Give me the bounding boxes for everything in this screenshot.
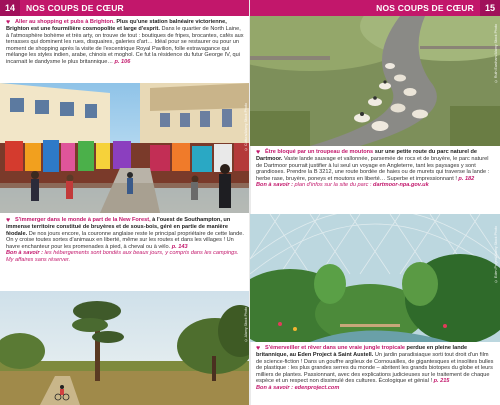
eden-body: Un jardin paradisiaque sorti tout droit d'un film de science-fiction ! Dans un gouffre argileux de Cornouailles, de gigantesques et insolites bulles de plastique : les plus grandes serres du monde – abritent les grands biotopes du globe et leurs milliers de plantes. Passionnant, avec des explications judicieuses sur le traitement de chaque espèce et un respect non dissimulé des cultures. Écologique et génial ! <box>256 352 494 385</box>
brighton-text-block <box>6 19 244 66</box>
eden-tip-link[interactable]: edenproject.com <box>294 384 340 391</box>
dartmoor-tip-link[interactable]: dartmoor-npa.gov.uk <box>373 182 429 189</box>
brighton-heading-cont: Plus qu'une station balnéaire victorienne, Brighton est une fourmilière cosmopolite et large d'esprit. <box>6 19 227 32</box>
new-forest-tip: les hébergements sont bondés aux beaux jours, y compris dans les campings. My affaires sans réserver. <box>6 250 239 263</box>
dartmoor-page-ref: p. 182 <box>458 175 475 182</box>
new-forest-illustration <box>0 291 250 405</box>
dartmoor-photo-credit: © Ruth Eastham/Alamy Stock Photo <box>494 24 498 84</box>
new-forest-page-ref: p. 143 <box>171 243 188 250</box>
brighton-heading: Aller au shopping et pubs à Brighton. <box>15 19 115 25</box>
left-page-header <box>0 0 250 16</box>
heart-icon: ♥ <box>6 217 11 224</box>
dartmoor-text-block <box>256 149 494 189</box>
eden-page-ref: p. 215 <box>433 378 450 385</box>
new-forest-body: De nos jours encore, la couronne anglaise reste le principal propriétaire de cette lande. On y croise toutes sortes d'animaux en liberté, même sur les routes et dans les villages ! Un havre enchanteur pour les promenades à pied, à cheval ou à vélo. <box>6 230 244 250</box>
new-forest-heading: S'immerger dans le monde à part de la New Forest, <box>15 217 151 223</box>
dartmoor-tip-label: Bon à savoir : <box>256 182 293 189</box>
brighton-street-illustration <box>0 83 250 213</box>
dartmoor-heading-cont: sur une petite route du parc naturel de Dartmoor. <box>256 149 477 162</box>
eden-project-illustration <box>250 214 500 342</box>
dartmoor-illustration <box>250 16 500 146</box>
eden-project-photo <box>250 214 500 342</box>
new-forest-text-block <box>6 217 244 264</box>
dartmoor-sheep-photo <box>250 16 500 146</box>
right-page-number: 15 <box>480 0 500 16</box>
right-page <box>250 0 500 405</box>
left-page-header-title: NOS COUPS DE CŒUR <box>26 3 124 13</box>
new-forest-tip-label: Bon à savoir : <box>6 250 43 257</box>
left-page-number: 14 <box>0 0 20 16</box>
brighton-page-ref: p. 106 <box>114 58 131 65</box>
brighton-body: Dans le quartier de North Laine, à l'atmosphère bohème et très arty, on trouve de tout : boutiques de fripes, brocantes, cafés aux terrasses qui dominent les rues, disquaires, galeries d'art… Idéal pour se restaurer ou pour un moment de shopping après la visite de l'excentrique Royal Pavilion, folle extravagance qui mélange les styles indien, arabe, chinois et moghol. Ce fut la résidence du futur George IV, qui incarnait le dandysme le plus britannique… <box>6 26 244 65</box>
brighton-photo-credit: © Cultura/Alamy Stock Photo <box>244 103 248 151</box>
dartmoor-body: Vaste lande sauvage et vallonnée, parsemée de rocs et de bruyère, le parc naturel de Dartmoor pourrait justifier à lui seul un voyage en Angleterre, tant les paysages y sont grandioses. Prendre la B 3212, une route bordée de haies ou de murets qui traverse la lande : herbe rase, bruyère, poneys et moutons en liberté… Superbe et impressionnant ! <box>256 156 490 182</box>
new-forest-photo <box>0 291 250 405</box>
eden-photo-credit: © Eden Project/Alamy Stock Photo <box>494 226 498 283</box>
heart-icon: ♥ <box>256 149 261 156</box>
new-forest-heading-cont: à l'ouest de Southampton, un immense territoire constitué de bruyères et de sous-bois, géré en partie de manière féodale. <box>6 217 231 237</box>
eden-tip-label: Bon à savoir : <box>256 384 293 391</box>
heart-icon: ♥ <box>6 19 11 26</box>
right-page-header-title: NOS COUPS DE CŒUR <box>376 3 474 13</box>
eden-heading: S'émerveiller et rêver dans une vraie jungle tropicale <box>265 345 405 351</box>
dartmoor-heading: Être bloqué par un troupeau de moutons <box>265 149 374 155</box>
right-page-header <box>250 0 500 16</box>
eden-text-block <box>256 345 494 392</box>
heart-icon: ♥ <box>256 345 261 352</box>
eden-heading-cont: perdue en pleine lande britannique, au Eden Project à Saint Austell. <box>256 345 468 358</box>
new-forest-photo-credit: © Alamy Stock Photo <box>244 307 248 343</box>
brighton-street-photo <box>0 83 250 213</box>
dartmoor-tip: plan d'infos sur la site du parc : <box>293 182 374 189</box>
